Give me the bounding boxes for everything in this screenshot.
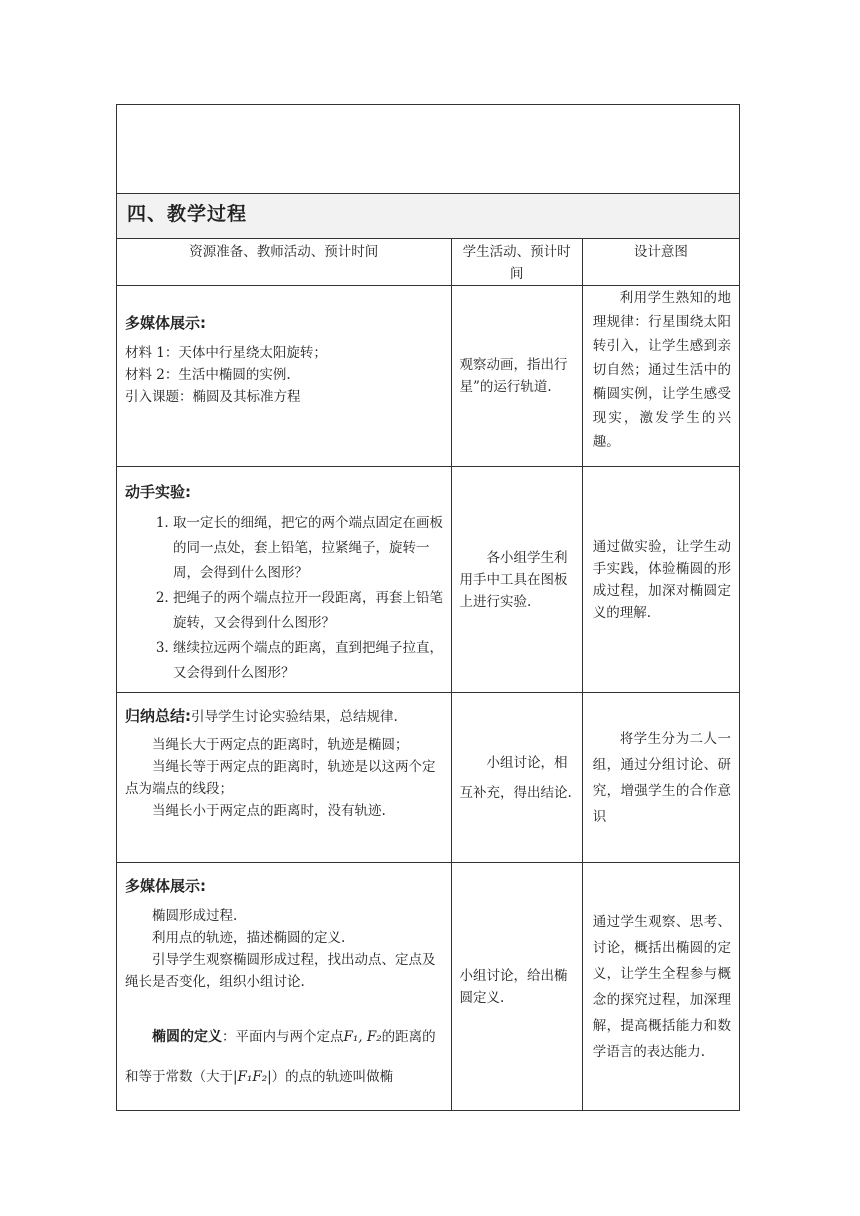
student-activity: 观察动画，指出行星”的运行轨道. <box>459 357 568 395</box>
design-intent: 通过学生观察、思考、讨论，概括出椭圆的定义，让学生全程参与概念的探究过程，加深理解，提高概括能力和数学语言的表达能力. <box>592 913 731 1060</box>
conclusion-line: 当绳长等于两定点的距离时，轨迹是以这两个定点为端点的线段； <box>125 759 436 797</box>
material-line: 材料 1：天体中行星绕太阳旋转； <box>125 345 327 361</box>
focal-distance-symbol: |F₁F₂| <box>233 1069 272 1085</box>
display-line: 引导学生观察椭圆形成过程，找出动点、定点及绳长是否变化，组织小组讨论. <box>125 952 436 990</box>
foci-symbols: F₁, F₂ <box>343 1029 382 1045</box>
row-heading: 动手实验: <box>125 483 191 501</box>
conclusion-line: 当绳长小于两定点的距离时，没有轨迹. <box>152 803 386 819</box>
definition-text: ：平面内与两个定点 <box>222 1029 344 1045</box>
blank-row <box>117 105 740 194</box>
teacher-cell <box>117 467 452 693</box>
intent-cell <box>582 286 739 467</box>
experiment-step: 2. 把绳子的两个端点拉开一段距离，再套上铅笔旋转，又会得到什么图形？ <box>173 586 445 636</box>
experiment-step: 3. 继续拉远两个端点的距离，直到把绳子拉直，又会得到什么图形？ <box>173 636 445 686</box>
table-row <box>117 693 740 863</box>
material-line: 材料 2：生活中椭圆的实例. <box>125 367 291 383</box>
experiment-step: 1. 取一定长的细绳，把它的两个端点固定在画板的同一点处，套上铅笔，拉紧绳子，旋转一周，会得到什么图形？ <box>173 511 445 586</box>
intent-cell <box>582 467 739 693</box>
student-cell <box>451 467 582 693</box>
teacher-cell <box>117 863 452 1111</box>
design-intent: 通过做实验，让学生动手实践，体验椭圆的形成过程，加深对椭圆定义的理解. <box>592 538 731 621</box>
column-header-intent: 设计意图 <box>633 244 688 260</box>
student-cell <box>451 863 582 1111</box>
display-line: 椭圆形成过程. <box>152 908 238 924</box>
conclusion-line: 当绳长大于两定点的距离时，轨迹是椭圆； <box>152 737 409 753</box>
row-heading: 多媒体展示: <box>125 314 206 332</box>
table-row <box>117 863 740 1111</box>
definition-label: 椭圆的定义 <box>152 1029 222 1045</box>
lesson-process-table <box>116 104 740 1111</box>
topic-line: 引入课题：椭圆及其标准方程 <box>125 389 301 405</box>
design-intent: 利用学生熟知的地理规律：行星围绕太阳转引入，让学生感到亲切自然；通过生活中的椭圆实例，让学生感受现实，激发学生的兴趣。 <box>592 290 731 450</box>
blank-cell <box>117 105 740 194</box>
definition-text: 的距离的和等于常数（大于 <box>125 1029 436 1085</box>
student-activity: 各小组学生利用手中工具在图板上进行实验. <box>459 549 568 610</box>
student-activity: 小组讨论，相互补充，得出结论. <box>459 754 572 801</box>
student-cell <box>451 693 582 863</box>
table-row <box>117 467 740 693</box>
teacher-cell <box>117 693 452 863</box>
section-title: 四、教学过程 <box>127 203 248 225</box>
intent-cell <box>582 863 739 1111</box>
teacher-cell <box>117 286 452 467</box>
display-line: 利用点的轨迹，描述椭圆的定义. <box>152 930 346 946</box>
intent-cell <box>582 693 739 863</box>
design-intent: 将学生分为二人一组，通过分组讨论、研究，增强学生的合作意识 <box>592 730 731 825</box>
column-header-student: 学生活动、预计时间 <box>462 244 571 282</box>
definition-text: ）的点的轨迹叫做椭 <box>271 1069 394 1085</box>
row-heading: 归纳总结: <box>125 707 191 725</box>
row-heading: 多媒体展示: <box>125 877 206 895</box>
table-row <box>117 286 740 467</box>
student-activity: 小组讨论，给出椭圆定义. <box>459 967 568 1006</box>
column-header-row <box>117 239 740 286</box>
student-cell <box>451 286 582 467</box>
ellipse-definition <box>125 1017 445 1097</box>
row-heading-tail: 引导学生讨论实验结果，总结规律. <box>191 709 398 725</box>
column-header-teacher: 资源准备、教师活动、预计时间 <box>189 244 379 260</box>
section-header-row <box>117 194 740 239</box>
